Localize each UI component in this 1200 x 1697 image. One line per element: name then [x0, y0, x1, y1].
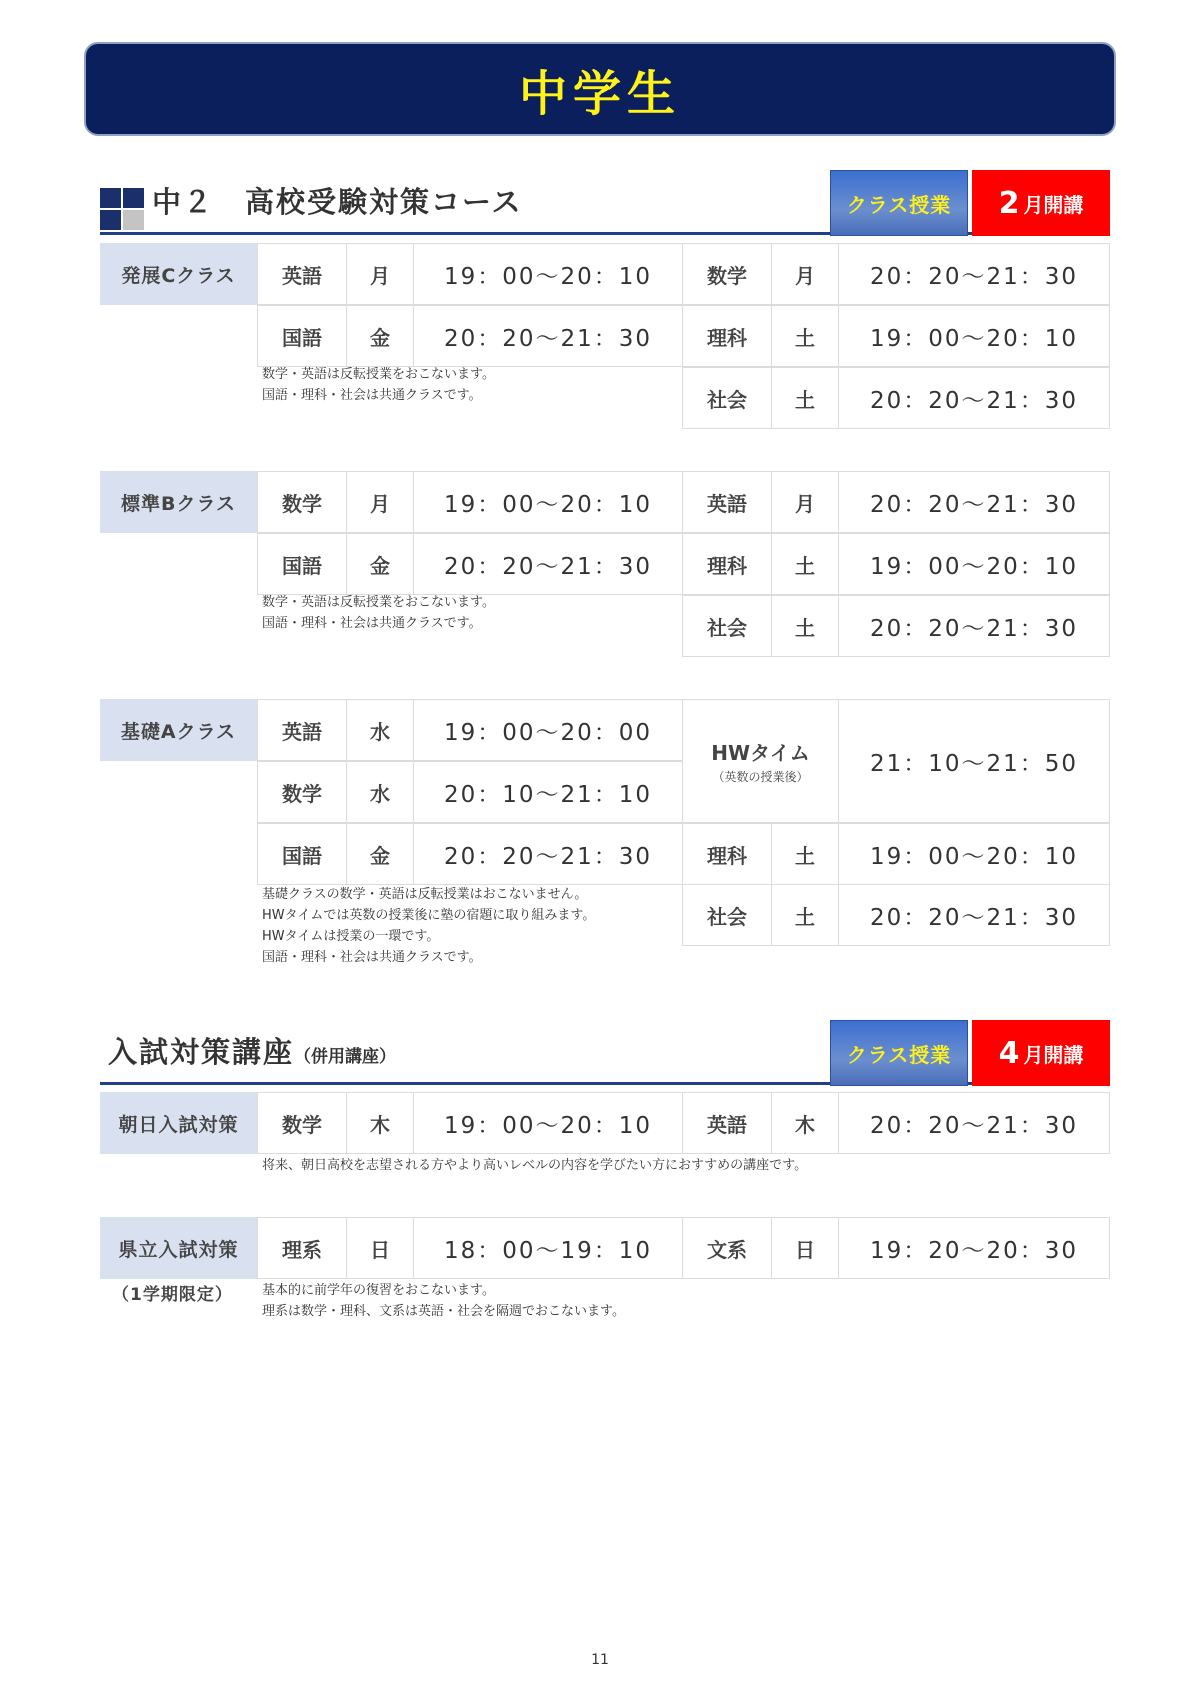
- day-cell: 金: [346, 305, 414, 367]
- day-cell: 月: [346, 243, 414, 305]
- time-cell: 19：00〜20：10: [413, 243, 683, 305]
- start-month-badge: [972, 170, 1110, 236]
- time-cell: 18：00〜19：10: [413, 1217, 683, 1279]
- start-month-text: 月開講: [1023, 1042, 1084, 1067]
- note-line: 国語・理科・社会は共通クラスです。: [262, 616, 482, 631]
- day-cell: 木: [346, 1092, 414, 1154]
- day-cell: 土: [771, 533, 839, 595]
- time-cell: 19：00〜20：10: [838, 533, 1110, 595]
- section-title-main: 入試対策講座: [108, 1035, 295, 1069]
- subject-cell: 社会: [682, 367, 772, 429]
- page-number: 11: [591, 1652, 609, 1668]
- class-label-asahi: 朝日入試対策: [100, 1092, 257, 1154]
- note-line: HWタイムでは英数の授業後に塾の宿題に取り組みます。: [262, 908, 596, 923]
- section-title: [108, 1030, 396, 1071]
- subject-cell: 理系: [257, 1217, 347, 1279]
- subject-cell: 英語: [257, 243, 347, 305]
- day-cell: 水: [346, 699, 414, 761]
- subject-cell: 国語: [257, 305, 347, 367]
- day-cell: 土: [771, 595, 839, 657]
- subject-cell: 理科: [682, 533, 772, 595]
- time-cell: 19：00〜20：10: [838, 305, 1110, 367]
- class-notes-kenritsu: [262, 1280, 625, 1322]
- time-cell: 20：20〜21：30: [838, 884, 1110, 946]
- note-line: 理系は数学・理科、文系は英語・社会を隔週でおこないます。: [262, 1304, 625, 1319]
- time-cell: 19：00〜20：10: [838, 823, 1110, 885]
- note-line: 将来、朝日高校を志望される方やより高いレベルの内容を学びたい方におすすめの講座です。: [262, 1158, 808, 1173]
- section-header-exam: [100, 1020, 1110, 1085]
- time-cell: 20：20〜21：30: [838, 367, 1110, 429]
- subject-cell: 社会: [682, 884, 772, 946]
- time-cell: 20：20〜21：30: [838, 471, 1110, 533]
- note-line: 数学・英語は反転授業をおこないます。: [262, 367, 495, 382]
- day-cell: 日: [346, 1217, 414, 1279]
- start-month-text: 月開講: [1023, 192, 1084, 217]
- subject-cell: 英語: [682, 1092, 772, 1154]
- time-cell: 20：20〜21：30: [838, 595, 1110, 657]
- section-title: 中２ 高校受験対策コース: [152, 185, 523, 219]
- note-line: 基礎クラスの数学・英語は反転授業はおこないません。: [262, 887, 588, 902]
- day-cell: 金: [346, 533, 414, 595]
- class-label-b: 標準Bクラス: [100, 471, 257, 533]
- day-cell: 土: [771, 884, 839, 946]
- subject-cell: 数学: [257, 1092, 347, 1154]
- day-cell: 水: [346, 761, 414, 823]
- hw-time-value: 21：10〜21：50: [838, 699, 1110, 823]
- subject-cell: 英語: [682, 471, 772, 533]
- subject-cell: 数学: [682, 243, 772, 305]
- squares-logo-icon: [100, 188, 144, 230]
- subject-cell: 理科: [682, 305, 772, 367]
- time-cell: 20：20〜21：30: [413, 305, 683, 367]
- day-cell: 土: [771, 367, 839, 429]
- start-month-number: 4: [998, 1035, 1020, 1071]
- note-line: HWタイムは授業の一環です。: [262, 929, 440, 944]
- start-month-badge: [972, 1020, 1110, 1086]
- time-cell: 20：20〜21：30: [413, 823, 683, 885]
- class-notes-c: [262, 364, 495, 406]
- subject-cell: 文系: [682, 1217, 772, 1279]
- class-sub-label: （1学期限定）: [112, 1285, 233, 1305]
- class-label-c: 発展Cクラス: [100, 243, 257, 305]
- page-banner: [84, 42, 1116, 136]
- class-notes-b: [262, 592, 495, 634]
- section-title-sub: （併用講座）: [294, 1047, 397, 1067]
- note-line: 国語・理科・社会は共通クラスです。: [262, 388, 482, 403]
- day-cell: 月: [771, 471, 839, 533]
- subject-cell: 社会: [682, 595, 772, 657]
- section-header-course: [100, 170, 1110, 235]
- day-cell: 土: [771, 305, 839, 367]
- time-cell: 20：20〜21：30: [413, 533, 683, 595]
- start-month-number: 2: [998, 185, 1020, 221]
- day-cell: 金: [346, 823, 414, 885]
- day-cell: 日: [771, 1217, 839, 1279]
- subject-cell: 英語: [257, 699, 347, 761]
- time-cell: 20：20〜21：30: [838, 243, 1110, 305]
- note-line: 国語・理科・社会は共通クラスです。: [262, 950, 482, 965]
- day-cell: 月: [346, 471, 414, 533]
- subject-cell: 数学: [257, 471, 347, 533]
- time-cell: 19：00〜20：10: [413, 1092, 683, 1154]
- banner-title: 中学生: [518, 65, 681, 122]
- time-cell: 20：10〜21：10: [413, 761, 683, 823]
- time-cell: 19：00〜20：10: [413, 471, 683, 533]
- day-cell: 月: [771, 243, 839, 305]
- time-cell: 19：20〜20：30: [838, 1217, 1110, 1279]
- day-cell: 土: [771, 823, 839, 885]
- subject-cell: 数学: [257, 761, 347, 823]
- hw-time-label: HWタイム: [711, 741, 810, 765]
- class-lesson-badge: クラス授業: [830, 170, 968, 236]
- class-label-a: 基礎Aクラス: [100, 699, 257, 761]
- subject-cell: 国語: [257, 533, 347, 595]
- hw-time-sub: （英数の授業後）: [712, 770, 809, 784]
- subject-cell: 国語: [257, 823, 347, 885]
- day-cell: 木: [771, 1092, 839, 1154]
- subject-cell: 理科: [682, 823, 772, 885]
- class-label-kenritsu: 県立入試対策: [100, 1217, 257, 1279]
- note-line: 基本的に前学年の復習をおこないます。: [262, 1283, 495, 1298]
- hw-time-cell: [682, 699, 839, 823]
- note-line: 数学・英語は反転授業をおこないます。: [262, 595, 495, 610]
- time-cell: 19：00〜20：00: [413, 699, 683, 761]
- class-notes-a: [262, 884, 595, 968]
- class-lesson-badge: クラス授業: [830, 1020, 968, 1086]
- time-cell: 20：20〜21：30: [838, 1092, 1110, 1154]
- class-notes-asahi: [262, 1155, 807, 1176]
